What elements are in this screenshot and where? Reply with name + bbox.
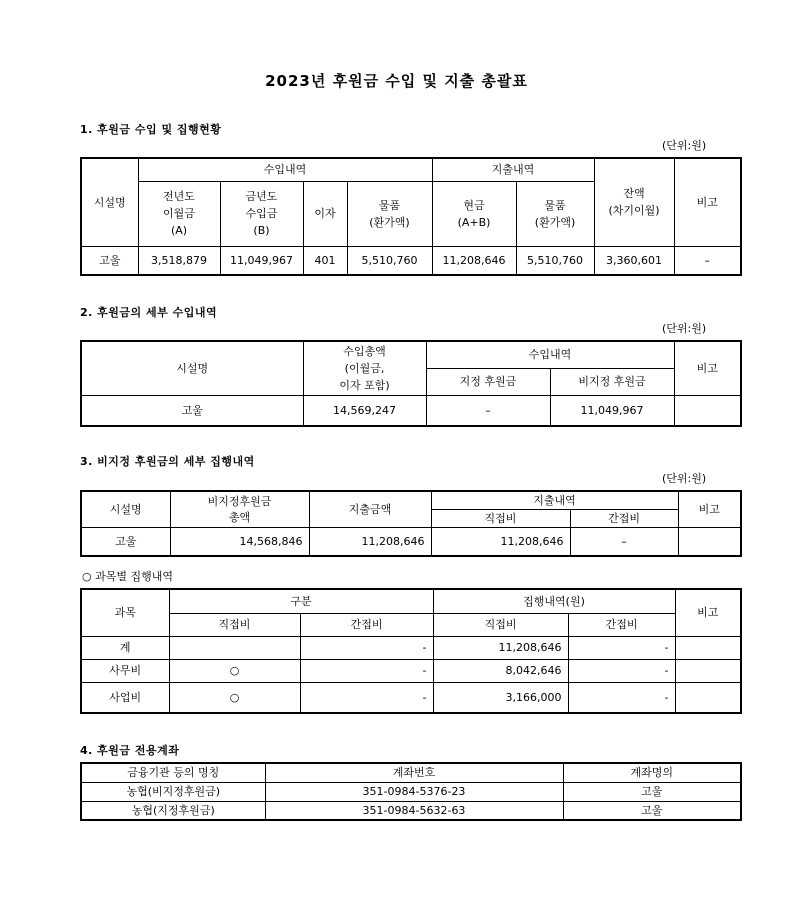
cell-balance: 3,360,601 <box>594 246 674 275</box>
cell-designated: – <box>426 395 550 426</box>
cell-facility: 고울 <box>81 528 170 556</box>
cell-direct: 11,208,646 <box>431 528 570 556</box>
cell-indirect: - <box>300 682 433 713</box>
header-note: 비고 <box>674 341 741 395</box>
cell-note <box>675 659 741 682</box>
cell-bank: 농협(지정후원금) <box>81 801 265 820</box>
cell-exec-indirect: - <box>568 636 675 659</box>
cell-subject: 사무비 <box>81 659 169 682</box>
header-balance: 잔액 (차기이월) <box>594 158 674 246</box>
header-category: 구분 <box>169 589 433 613</box>
header-cash: 현금 (A+B) <box>432 181 516 246</box>
unit-label-2: (단위:원) <box>662 322 707 335</box>
header-current-income: 금년도 수입금 (B) <box>220 181 303 246</box>
cell-expense-amount: 11,208,646 <box>309 528 431 556</box>
cell-note: – <box>674 246 741 275</box>
nondesignated-expense-table <box>80 490 742 557</box>
cell-bank: 농협(비지정후원금) <box>81 782 265 801</box>
unit-label-3: (단위:원) <box>662 472 707 485</box>
header-expense-detail: 지출내역 <box>431 491 678 510</box>
header-account-holder: 계좌명의 <box>563 763 741 782</box>
header-direct: 직접비 <box>431 510 570 528</box>
header-nondesignated-total: 비지정후원금 총액 <box>170 491 309 528</box>
cell-note <box>675 682 741 713</box>
header-expense: 지출내역 <box>432 158 594 181</box>
cell-direct: ○ <box>169 682 300 713</box>
cell-total: 14,569,247 <box>303 395 426 426</box>
header-facility: 시설명 <box>81 491 170 528</box>
header-indirect: 간접비 <box>300 613 433 636</box>
section-4-heading: 4. 후원금 전용계좌 <box>80 744 180 757</box>
cell-note <box>678 528 741 556</box>
header-exec-indirect: 간접비 <box>568 613 675 636</box>
cell-facility: 고울 <box>81 395 303 426</box>
cell-goods: 5,510,760 <box>347 246 432 275</box>
unit-label-1: (단위:원) <box>662 139 707 152</box>
cell-direct: ○ <box>169 659 300 682</box>
income-detail-table <box>80 340 742 427</box>
cell-exec-direct: 8,042,646 <box>433 659 568 682</box>
cell-subject: 계 <box>81 636 169 659</box>
cell-account-holder: 고울 <box>563 782 741 801</box>
table-row <box>81 682 741 713</box>
header-income-detail: 수입내역 <box>426 341 674 368</box>
header-direct: 직접비 <box>169 613 300 636</box>
subject-expense-table <box>80 588 742 714</box>
table-row <box>81 659 741 682</box>
header-note: 비고 <box>674 158 741 246</box>
header-total-income: 수입총액 (이월금, 이자 포함) <box>303 341 426 395</box>
income-expense-table <box>80 157 742 276</box>
cell-note <box>675 636 741 659</box>
cell-subject: 사업비 <box>81 682 169 713</box>
header-bank: 금융기관 등의 명칭 <box>81 763 265 782</box>
header-exec-direct: 직접비 <box>433 613 568 636</box>
cell-exec-indirect: - <box>568 659 675 682</box>
section-1-heading: 1. 후원금 수입 및 집행현황 <box>80 123 222 136</box>
table-row <box>81 636 741 659</box>
cell-account-number: 351-0984-5376-23 <box>265 782 563 801</box>
header-prev-carryover: 전년도 이월금 (A) <box>138 181 220 246</box>
cell-exec-direct: 3,166,000 <box>433 682 568 713</box>
cell-exec-direct: 11,208,646 <box>433 636 568 659</box>
cell-total: 14,568,846 <box>170 528 309 556</box>
section-2-heading: 2. 후원금의 세부 수입내역 <box>80 306 218 319</box>
table-row <box>81 782 741 801</box>
cell-prev: 3,518,879 <box>138 246 220 275</box>
header-expense-amount: 지출금액 <box>309 491 431 528</box>
header-account-number: 계좌번호 <box>265 763 563 782</box>
header-note: 비고 <box>678 491 741 528</box>
cell-goods-expense: 5,510,760 <box>516 246 594 275</box>
cell-cash: 11,208,646 <box>432 246 516 275</box>
header-designated: 지정 후원금 <box>426 368 550 395</box>
cell-interest: 401 <box>303 246 347 275</box>
cell-cur: 11,049,967 <box>220 246 303 275</box>
cell-note <box>674 395 741 426</box>
cell-account-number: 351-0984-5632-63 <box>265 801 563 820</box>
cell-indirect: - <box>300 659 433 682</box>
header-execution: 집행내역(원) <box>433 589 675 613</box>
cell-indirect: - <box>300 636 433 659</box>
header-note: 비고 <box>675 589 741 636</box>
cell-direct <box>169 636 300 659</box>
subject-breakdown-heading: ○ 과목별 집행내역 <box>82 570 173 583</box>
header-subject: 과목 <box>81 589 169 636</box>
header-goods: 물품 (환가액) <box>347 181 432 246</box>
cell-exec-indirect: - <box>568 682 675 713</box>
cell-facility: 고울 <box>81 246 138 275</box>
cell-account-holder: 고울 <box>563 801 741 820</box>
header-goods-expense: 물품 (환가액) <box>516 181 594 246</box>
table-row <box>81 801 741 820</box>
cell-indirect: – <box>570 528 678 556</box>
document-title: 2023년 후원금 수입 및 지출 총괄표 <box>265 72 528 90</box>
header-income: 수입내역 <box>138 158 432 181</box>
cell-nondesignated: 11,049,967 <box>550 395 674 426</box>
header-nondesignated: 비지정 후원금 <box>550 368 674 395</box>
section-3-heading: 3. 비지정 후원금의 세부 집행내역 <box>80 455 255 468</box>
header-indirect: 간접비 <box>570 510 678 528</box>
header-interest: 이자 <box>303 181 347 246</box>
header-facility: 시설명 <box>81 158 138 246</box>
header-facility: 시설명 <box>81 341 303 395</box>
bank-account-table <box>80 762 742 821</box>
